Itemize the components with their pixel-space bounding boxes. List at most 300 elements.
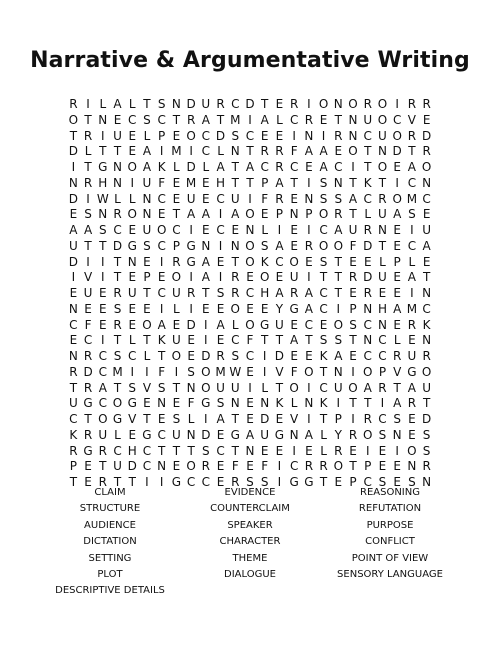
grid-letter: S <box>157 97 166 111</box>
grid-letter: N <box>348 112 358 127</box>
grid-letter: S <box>128 380 137 395</box>
grid-letter: C <box>363 317 372 332</box>
grid-letter: C <box>363 475 372 489</box>
grid-letter: T <box>364 396 372 411</box>
grid-letter: R <box>83 427 93 442</box>
grid-letter: P <box>275 207 284 222</box>
grid-letter: E <box>408 412 416 426</box>
grid-letter: R <box>186 286 196 300</box>
grid-letter: O <box>407 443 417 458</box>
grid-letter: T <box>172 443 181 458</box>
grid-letter: R <box>363 223 372 237</box>
grid-letter: L <box>128 191 136 206</box>
grid-letter: R <box>186 112 196 127</box>
grid-letter: N <box>377 223 387 237</box>
grid-letter: W <box>96 191 109 206</box>
grid-letter: L <box>261 380 269 395</box>
word-bank-item: SENSORY LANGUAGE <box>337 568 443 580</box>
grid-letter: N <box>363 333 373 348</box>
grid-letter: S <box>143 238 151 253</box>
grid-letter: I <box>277 223 282 237</box>
grid-letter: S <box>246 475 254 489</box>
grid-letter: T <box>202 286 210 300</box>
grid-letter: C <box>69 317 78 332</box>
grid-letter: R <box>83 128 93 143</box>
grid-letter: A <box>83 223 93 237</box>
grid-letter: A <box>334 349 343 363</box>
grid-letter: N <box>127 254 137 269</box>
grid-letter: I <box>159 301 164 316</box>
grid-letter: I <box>189 223 193 237</box>
grid-letter: E <box>349 349 357 363</box>
grid-letter: V <box>393 364 402 379</box>
grid-letter: R <box>69 97 78 111</box>
grid-letter: R <box>422 349 431 363</box>
grid-letter: H <box>377 301 387 316</box>
grid-letter: K <box>157 333 166 348</box>
grid-letter: E <box>172 396 181 411</box>
grid-letter: L <box>99 97 107 111</box>
grid-letter: N <box>113 160 122 174</box>
grid-letter: R <box>275 160 284 174</box>
grid-letter: S <box>319 333 328 348</box>
grid-letter: I <box>307 412 311 426</box>
grid-letter: E <box>128 223 137 237</box>
word-bank-item: REFUTATION <box>358 503 422 515</box>
grid-letter: C <box>422 191 431 206</box>
grid-letter: T <box>246 144 254 159</box>
grid-letter: A <box>393 207 402 222</box>
grid-letter: C <box>113 223 122 237</box>
grid-letter: R <box>422 459 431 474</box>
grid-letter: U <box>378 128 387 143</box>
grid-letter: I <box>218 207 223 222</box>
grid-letter: O <box>363 364 373 379</box>
word-bank-item: THEME <box>232 552 268 564</box>
grid-letter: U <box>407 349 417 363</box>
grid-letter: C <box>378 333 387 348</box>
grid-letter: L <box>320 427 327 442</box>
grid-letter: E <box>349 254 357 269</box>
grid-letter: S <box>216 286 225 300</box>
grid-letter: T <box>378 175 387 190</box>
grid-letter: D <box>421 128 432 143</box>
grid-letter: U <box>378 207 387 222</box>
grid-letter: E <box>275 443 284 458</box>
grid-letter: L <box>393 333 401 348</box>
grid-letter: O <box>245 238 255 253</box>
grid-letter: U <box>68 238 78 253</box>
grid-letter: O <box>348 144 358 159</box>
grid-letter: N <box>171 97 181 111</box>
grid-letter: N <box>186 427 196 442</box>
grid-letter: M <box>406 191 418 206</box>
grid-letter: I <box>336 396 341 411</box>
grid-letter: R <box>113 207 122 222</box>
grid-letter: T <box>364 160 372 174</box>
grid-letter: R <box>407 317 417 332</box>
grid-letter: S <box>378 427 387 442</box>
grid-letter: E <box>172 191 181 206</box>
grid-letter: E <box>69 286 78 300</box>
grid-letter: C <box>245 349 255 363</box>
grid-letter: S <box>113 301 122 316</box>
grid-letter: O <box>304 364 314 379</box>
grid-letter: E <box>334 475 343 489</box>
word-bank-item: SETTING <box>88 552 132 564</box>
grid-letter: E <box>349 443 357 458</box>
grid-letter: U <box>127 286 137 300</box>
grid-letter: T <box>99 238 107 253</box>
grid-letter: I <box>130 364 134 379</box>
grid-letter: D <box>68 191 78 206</box>
grid-letter: N <box>245 223 255 237</box>
grid-letter: E <box>290 238 298 253</box>
grid-letter: I <box>307 270 311 285</box>
grid-letter: E <box>172 175 181 190</box>
grid-letter: G <box>83 443 93 458</box>
grid-letter: I <box>101 128 105 143</box>
grid-letter: N <box>260 396 270 411</box>
grid-letter: E <box>216 459 225 474</box>
grid-letter: E <box>113 112 122 127</box>
grid-letter: M <box>215 364 226 379</box>
grid-letter: O <box>392 191 402 206</box>
grid-letter: E <box>260 301 269 316</box>
grid-letter: A <box>142 144 152 159</box>
grid-letter: E <box>128 427 137 442</box>
grid-letter: T <box>290 175 298 190</box>
grid-letter: C <box>216 223 225 237</box>
grid-letter: U <box>98 427 108 442</box>
grid-letter: G <box>201 396 211 411</box>
grid-letter: L <box>364 207 372 222</box>
grid-letter: O <box>377 97 388 111</box>
grid-letter: O <box>392 128 402 143</box>
grid-row <box>66 302 434 318</box>
grid-letter: E <box>290 223 298 237</box>
grid-letter: N <box>348 128 358 143</box>
grid-row <box>66 381 434 397</box>
grid-letter: C <box>83 333 93 348</box>
grid-letter: N <box>230 238 240 253</box>
grid-letter: E <box>305 160 313 174</box>
grid-letter: S <box>216 396 225 411</box>
grid-letter: C <box>201 144 211 159</box>
grid-letter: C <box>319 301 328 316</box>
grid-letter: T <box>143 333 151 348</box>
grid-letter: R <box>378 380 387 395</box>
grid-letter: C <box>216 191 225 206</box>
grid-letter: D <box>186 97 196 111</box>
grid-letter: T <box>231 175 239 190</box>
grid-letter: I <box>365 443 370 458</box>
grid-row <box>66 365 434 381</box>
grid-letter: I <box>307 223 311 237</box>
grid-letter: A <box>216 317 225 332</box>
grid-letter: U <box>216 380 225 395</box>
grid-letter: S <box>172 412 181 426</box>
grid-letter: I <box>321 128 326 143</box>
grid-letter: D <box>186 317 196 332</box>
grid-letter: G <box>112 412 123 426</box>
grid-letter: I <box>204 333 208 348</box>
grid-row <box>66 223 434 239</box>
grid-letter: A <box>407 270 416 285</box>
grid-letter: E <box>246 396 254 411</box>
grid-letter: O <box>333 459 344 474</box>
grid-letter: I <box>410 286 414 300</box>
grid-letter: A <box>157 317 166 332</box>
grid-letter: S <box>349 317 357 332</box>
grid-letter: V <box>407 112 416 127</box>
grid-letter: E <box>84 459 92 474</box>
grid-letter: C <box>157 238 166 253</box>
grid-letter: P <box>172 238 181 253</box>
grid-letter: I <box>86 97 90 111</box>
grid-letter: E <box>246 412 254 426</box>
grid-letter: E <box>260 128 269 143</box>
grid-letter: C <box>407 238 417 253</box>
grid-letter: E <box>349 286 357 300</box>
grid-letter: E <box>216 427 225 442</box>
grid-letter: N <box>407 459 417 474</box>
grid-letter: A <box>407 380 416 395</box>
grid-letter: R <box>98 475 107 489</box>
grid-letter: E <box>216 333 225 348</box>
grid-letter: N <box>98 207 108 222</box>
grid-letter: U <box>83 286 93 300</box>
grid-letter: E <box>393 223 401 237</box>
grid-letter: R <box>275 191 284 206</box>
grid-letter: L <box>202 160 210 174</box>
grid-letter: C <box>98 396 107 411</box>
word-bank-item: STRUCTURE <box>79 503 141 515</box>
grid-letter: L <box>128 333 136 348</box>
grid-letter: G <box>127 238 137 253</box>
grid-letter: P <box>334 412 342 426</box>
grid-letter: E <box>275 128 284 143</box>
grid-letter: C <box>201 128 211 143</box>
grid-letter: C <box>275 254 284 269</box>
grid-letter: G <box>230 427 240 442</box>
grid-letter: E <box>157 412 166 426</box>
grid-letter: E <box>334 144 343 159</box>
grid-letter: A <box>201 270 210 285</box>
grid-letter: S <box>187 364 195 379</box>
grid-letter: O <box>201 380 211 395</box>
grid-letter: C <box>363 349 372 363</box>
grid-letter: S <box>378 475 387 489</box>
grid-letter: N <box>98 112 108 127</box>
grid-letter: D <box>186 160 196 174</box>
word-bank-item: PURPOSE <box>366 519 414 531</box>
grid-row <box>66 412 434 428</box>
grid-letter: E <box>128 301 137 316</box>
grid-letter: I <box>101 333 105 348</box>
grid-letter: T <box>143 412 151 426</box>
grid-letter: L <box>290 396 298 411</box>
grid-letter: M <box>185 175 197 190</box>
grid-letter: T <box>158 443 166 458</box>
grid-letter: N <box>186 380 196 395</box>
grid-letter: I <box>189 144 193 159</box>
grid-letter: O <box>201 364 211 379</box>
grid-letter: G <box>83 396 93 411</box>
grid-letter: I <box>189 301 193 316</box>
grid-letter: K <box>363 175 372 190</box>
grid-letter: C <box>216 443 225 458</box>
grid-letter: N <box>157 459 167 474</box>
grid-letter: E <box>172 317 181 332</box>
grid-letter: R <box>231 270 240 285</box>
grid-letter: U <box>333 380 343 395</box>
grid-letter: E <box>393 475 401 489</box>
grid-letter: N <box>422 333 432 348</box>
grid-letter: T <box>84 160 92 174</box>
grid-letter: F <box>158 175 166 190</box>
grid-letter: E <box>422 207 431 222</box>
grid-letter: U <box>142 223 152 237</box>
grid-letter: S <box>113 349 122 363</box>
grid-letter: I <box>71 270 76 285</box>
grid-letter: M <box>112 364 123 379</box>
grid-letter: D <box>392 144 402 159</box>
grid-letter: V <box>142 380 152 395</box>
grid-letter: E <box>216 301 225 316</box>
grid-letter: D <box>363 238 373 253</box>
grid-letter: E <box>422 112 431 127</box>
grid-letter: C <box>319 286 328 300</box>
grid-letter: C <box>422 301 431 316</box>
grid-row <box>66 270 434 286</box>
grid-letter: G <box>260 317 270 332</box>
grid-letter: T <box>378 238 387 253</box>
grid-letter: E <box>305 254 313 269</box>
grid-letter: E <box>69 333 78 348</box>
grid-letter: C <box>98 349 107 363</box>
grid-letter: R <box>304 238 314 253</box>
grid-letter: E <box>84 301 92 316</box>
grid-letter: E <box>408 427 416 442</box>
grid-letter: O <box>245 254 255 269</box>
grid-letter: N <box>157 396 167 411</box>
grid-letter: S <box>408 475 416 489</box>
grid-letter: I <box>130 175 134 190</box>
grid-letter: T <box>231 412 239 426</box>
grid-letter: O <box>377 160 388 174</box>
grid-letter: D <box>274 349 285 363</box>
grid-letter: R <box>289 286 299 300</box>
grid-letter: F <box>246 333 254 348</box>
grid-letter: R <box>231 475 240 489</box>
grid-letter: E <box>202 175 210 190</box>
grid-letter: C <box>201 475 211 489</box>
grid-letter: A <box>142 160 152 174</box>
grid-letter: U <box>378 270 387 285</box>
grid-letter: A <box>216 412 225 426</box>
grid-letter: C <box>157 427 166 442</box>
grid-letter: E <box>128 144 137 159</box>
grid-letter: T <box>172 380 181 395</box>
word-bank-item: DIALOGUE <box>224 568 276 580</box>
grid-letter: D <box>112 238 123 253</box>
grid-letter: U <box>230 380 240 395</box>
grid-letter: A <box>216 160 225 174</box>
word-bank-item: POINT OF VIEW <box>351 552 429 564</box>
grid-letter: R <box>304 459 314 474</box>
grid-letter: S <box>202 443 210 458</box>
grid-letter: M <box>171 144 182 159</box>
grid-letter: S <box>98 223 107 237</box>
grid-letter: E <box>275 412 284 426</box>
grid-letter: G <box>127 396 137 411</box>
grid-letter: P <box>143 270 151 285</box>
grid-letter: S <box>260 238 269 253</box>
grid-letter: E <box>305 443 313 458</box>
grid-letter: A <box>393 396 402 411</box>
grid-letter: U <box>363 112 373 127</box>
grid-letter: I <box>351 412 355 426</box>
grid-row <box>66 428 434 444</box>
grid-letter: N <box>304 396 314 411</box>
grid-letter: N <box>113 175 122 190</box>
grid-letter: O <box>245 317 255 332</box>
grid-letter: A <box>201 112 210 127</box>
grid-letter: R <box>172 254 181 269</box>
grid-letter: S <box>334 191 343 206</box>
grid-letter: D <box>201 427 211 442</box>
grid-letter: S <box>334 333 343 348</box>
grid-letter: T <box>231 160 239 174</box>
grid-letter: O <box>186 459 196 474</box>
grid-letter: E <box>246 459 254 474</box>
grid-letter: O <box>421 364 432 379</box>
grid-letter: R <box>216 349 225 363</box>
puzzle-title: Narrative & Argumentative Writing <box>30 48 470 73</box>
grid-letter: A <box>201 207 210 222</box>
grid-letter: A <box>304 144 313 159</box>
grid-letter: F <box>261 459 269 474</box>
grid-letter: R <box>216 97 225 111</box>
grid-letter: E <box>305 349 313 363</box>
grid-letter: R <box>393 349 402 363</box>
grid-letter: I <box>351 364 355 379</box>
grid-letter: I <box>380 396 385 411</box>
grid-letter: T <box>113 380 122 395</box>
grid-letter: C <box>142 443 152 458</box>
grid-letter: I <box>189 270 193 285</box>
grid-row <box>66 144 434 160</box>
grid-letter: G <box>304 475 314 489</box>
grid-letter: S <box>408 207 416 222</box>
grid-letter: I <box>262 364 267 379</box>
grid-letter: A <box>422 238 431 253</box>
grid-letter: C <box>157 112 166 127</box>
grid-letter: T <box>408 144 416 159</box>
grid-letter: E <box>187 349 195 363</box>
grid-letter: S <box>319 191 328 206</box>
grid-letter: M <box>230 112 241 127</box>
grid-letter: A <box>348 191 358 206</box>
grid-letter: H <box>98 175 108 190</box>
grid-letter: F <box>290 364 298 379</box>
grid-letter: L <box>320 443 327 458</box>
grid-letter: A <box>113 97 122 111</box>
grid-letter: O <box>127 207 137 222</box>
grid-letter: C <box>142 459 152 474</box>
grid-letter: T <box>349 459 357 474</box>
